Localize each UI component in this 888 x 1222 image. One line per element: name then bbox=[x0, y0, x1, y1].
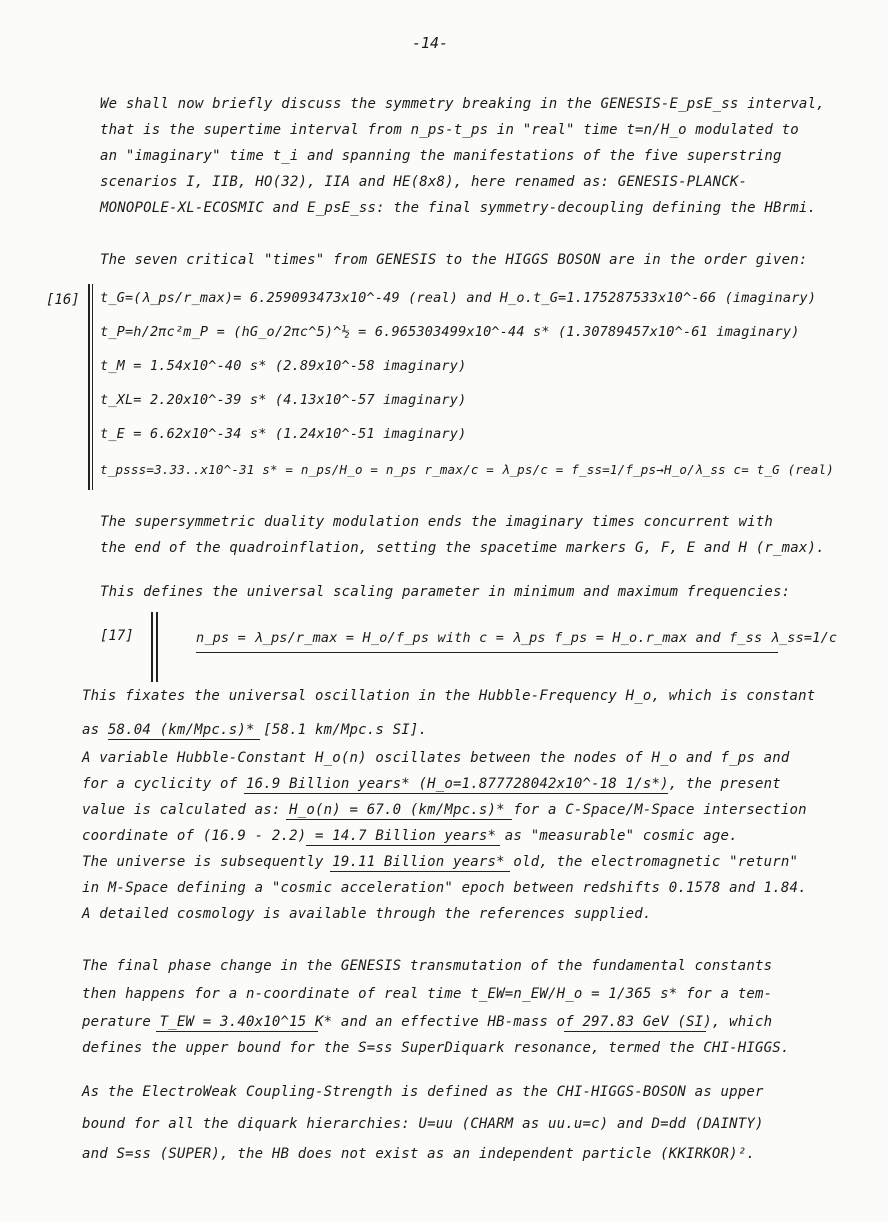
para6-line-4: defines the upper bound for the S=ss SuperDiquark resonance, termed the CHI-HIGGS. bbox=[82, 1040, 790, 1056]
para1-line-1: We shall now briefly discuss the symmetry breaking in the GENESIS-E_psE_ss interval, bbox=[100, 96, 825, 112]
underline-cyclicity bbox=[244, 793, 668, 794]
para7-line-1: As the ElectroWeak Coupling-Strength is defined as the CHI-HIGGS-BOSON as upper bbox=[82, 1084, 764, 1100]
equation-17-bar-inner bbox=[156, 612, 158, 682]
equation-16-line-2: t_P=h/2πc²m_P = (hG_o/2πc^5)^½ = 6.965303499x10^-44 s* (1.30789457x10^-61 imaginary) bbox=[100, 324, 800, 340]
para1-line-5: MONOPOLE-XL-ECOSMIC and E_psE_ss: the final symmetry-decoupling defining the HBrmi. bbox=[100, 200, 817, 216]
equation-16-line-3: t_M = 1.54x10^-40 s* (2.89x10^-58 imaginary) bbox=[100, 358, 467, 374]
para6-line-3: perature T_EW = 3.40x10^15 K* and an effective HB-mass of 297.83 GeV (SI), which bbox=[82, 1014, 773, 1030]
para5-line-6: coordinate of (16.9 - 2.2) = 14.7 Billion years* as "measurable" cosmic age. bbox=[82, 828, 738, 844]
para1-line-3: an "imaginary" time t_i and spanning the manifestations of the five superstring bbox=[100, 148, 782, 164]
para5-line-2: as 58.04 (km/Mpc.s)* [58.1 km/Mpc.s SI]. bbox=[82, 722, 428, 738]
underline-19-11 bbox=[330, 871, 510, 872]
page-number: -14- bbox=[411, 34, 449, 52]
para7-line-2: bound for all the diquark hierarchies: U=uu (CHARM as uu.u=c) and D=dd (DAINTY) bbox=[82, 1116, 764, 1132]
para1-line-2: that is the supertime interval from n_ps-t_ps in "real" time t=n/H_o modulated to bbox=[100, 122, 799, 138]
equation-17-underline bbox=[196, 652, 778, 653]
para5-line-5: value is calculated as: H_o(n) = 67.0 (km/Mpc.s)* for a C-Space/M-Space intersection bbox=[82, 802, 807, 818]
para1-line-4: scenarios I, IIB, HO(32), IIA and HE(8x8), here renamed as: GENESIS-PLANCK- bbox=[100, 174, 748, 190]
underline-58-04 bbox=[108, 739, 260, 740]
equation-16-line-4: t_XL= 2.20x10^-39 s* (4.13x10^-57 imaginary) bbox=[100, 392, 467, 408]
equation-16-line-5: t_E = 6.62x10^-34 s* (1.24x10^-51 imaginary) bbox=[100, 426, 467, 442]
equation-16-bar bbox=[88, 284, 90, 490]
underline-hb-mass bbox=[564, 1031, 706, 1032]
para2-line: The seven critical "times" from GENESIS to the HIGGS BOSON are in the order given: bbox=[100, 252, 808, 268]
equation-17: n_ps = λ_ps/r_max = H_o/f_ps with c = λ_ps f_ps = H_o.r_max and f_ss λ_ss=1/c bbox=[196, 630, 838, 646]
equation-16-label: [16] bbox=[46, 292, 80, 308]
para6-line-2: then happens for a n-coordinate of real time t_EW=n_EW/H_o = 1/365 s* for a tem- bbox=[82, 986, 773, 1002]
underline-h0n bbox=[286, 819, 512, 820]
equation-17-bar bbox=[151, 612, 153, 682]
para5-line-4: for a cyclicity of 16.9 Billion years* (H_o=1.877728042x10^-18 1/s*), the present bbox=[82, 776, 781, 792]
para5-line-8: in M-Space defining a "cosmic acceleration" epoch between redshifts 0.1578 and 1.84. bbox=[82, 880, 807, 896]
equation-16-line-6: t_psss=3.33..x10^-31 s* = n_ps/H_o = n_ps r_max/c = λ_ps/c = f_ss=1/f_ps→H_o/λ_ss c= t_G (real) bbox=[100, 462, 834, 477]
para5-line-3: A variable Hubble-Constant H_o(n) oscillates between the nodes of H_o and f_ps and bbox=[82, 750, 790, 766]
para7-line-3: and S=ss (SUPER), the HB does not exist as an independent particle (KKIRKOR)². bbox=[82, 1146, 756, 1162]
para3-line-1: The supersymmetric duality modulation ends the imaginary times concurrent with bbox=[100, 514, 774, 530]
para5-line-7: The universe is subsequently 19.11 Billion years* old, the electromagnetic "return" bbox=[82, 854, 799, 870]
equation-17-label: [17] bbox=[100, 628, 134, 644]
equation-16-line-1: t_G=(λ_ps/r_max)= 6.259093473x10^-49 (real) and H_o.t_G=1.175287533x10^-66 (imaginary) bbox=[100, 290, 817, 306]
para5-line-9: A detailed cosmology is available through the references supplied. bbox=[82, 906, 652, 922]
underline-tew bbox=[156, 1031, 318, 1032]
para6-line-1: The final phase change in the GENESIS transmutation of the fundamental constants bbox=[82, 958, 773, 974]
underline-14-7 bbox=[306, 845, 500, 846]
para4-line: This defines the universal scaling parameter in minimum and maximum frequencies: bbox=[100, 584, 791, 600]
para3-line-2: the end of the quadroinflation, setting the spacetime markers G, F, E and H (r_max). bbox=[100, 540, 825, 556]
para5-line-1: This fixates the universal oscillation in the Hubble-Frequency H_o, which is constant bbox=[82, 688, 816, 704]
equation-16-bar-inner bbox=[92, 284, 93, 490]
